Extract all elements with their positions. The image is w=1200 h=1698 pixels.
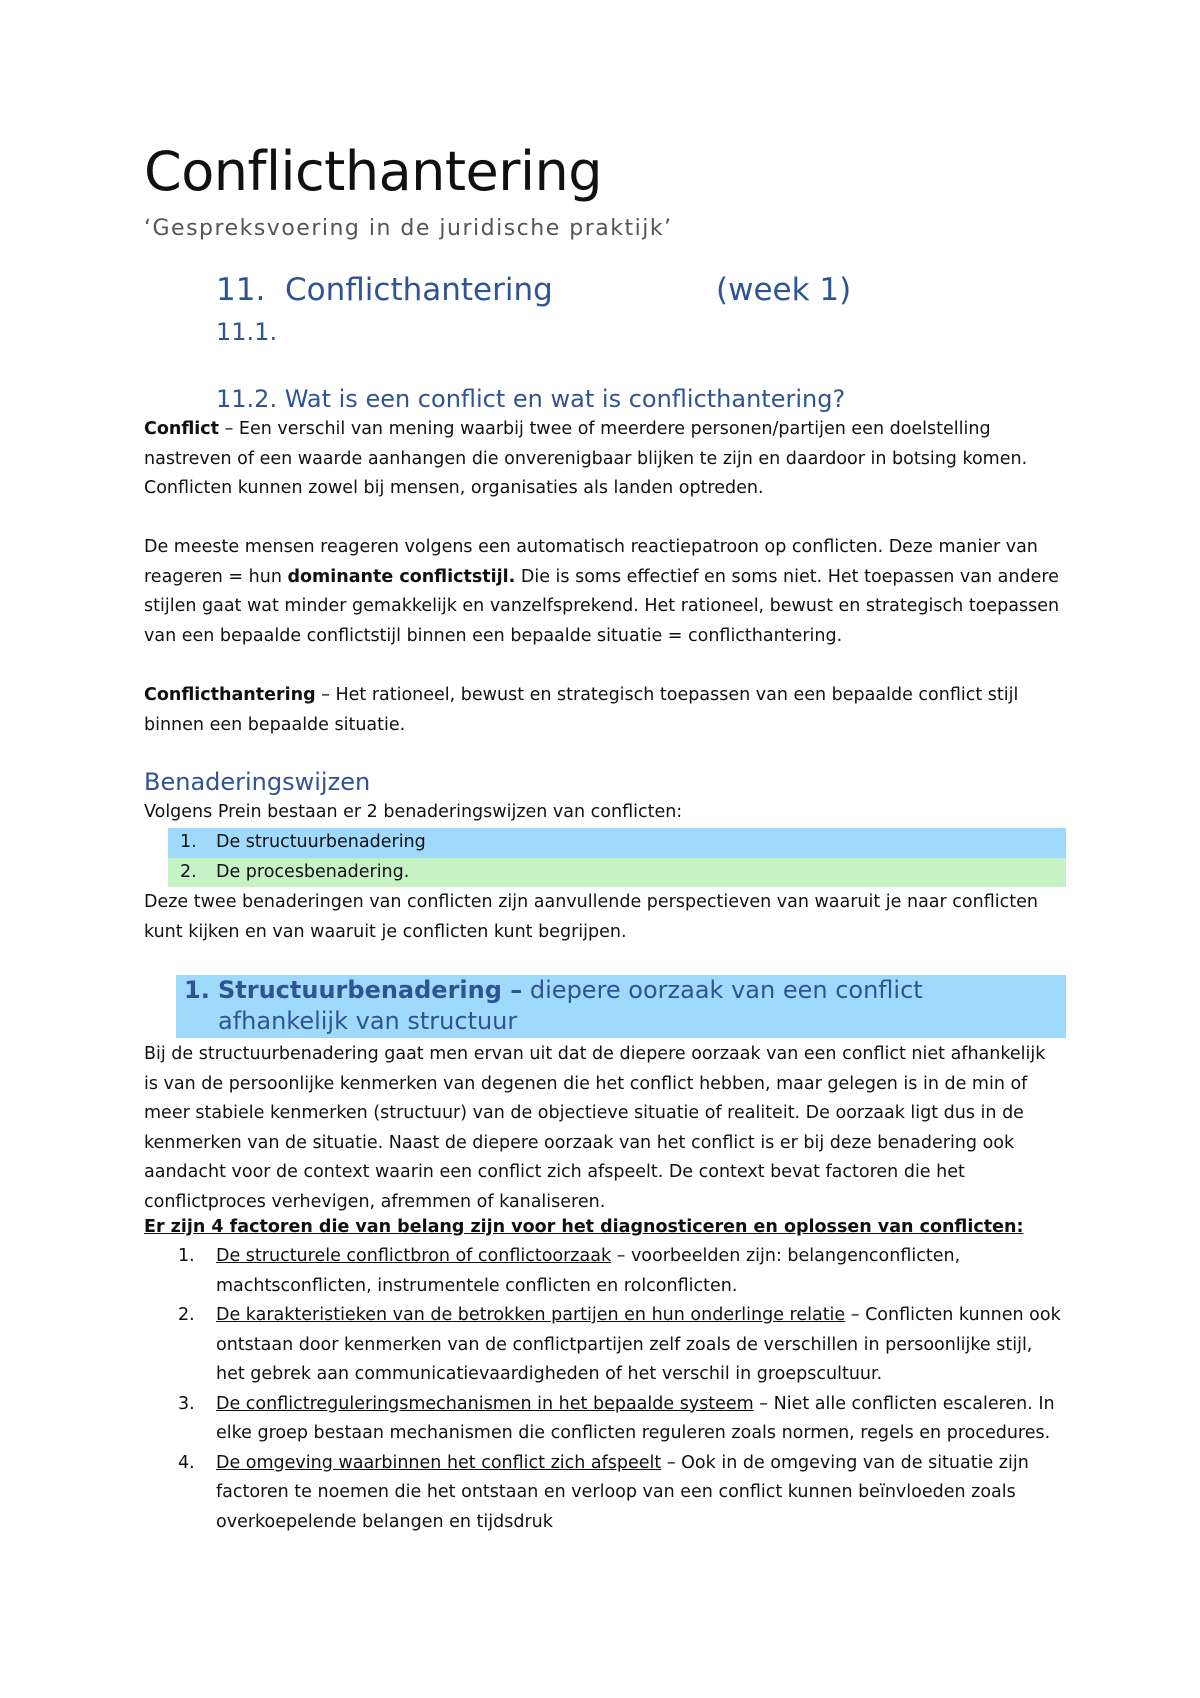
list-label: De structuurbenadering [216,832,426,852]
factor-title: De structurele conflictbron of conflictoorzaak [216,1246,612,1266]
paragraph-structure-approach: Bij de structuurbenadering gaat men ervan uit dat de diepere oorzaak van een conflict niet afhankelijk is van de persoonlijke kenmerken van degenen die het conflict hebben, maar gelegen is in de min of meer stabiele kenmerken (structuur) van de objectieve situatie of realiteit. De oorzaak ligt dus in de kenmerken van de situatie. Naast de diepere oorzaak van het conflict is er bij deze benadering ook aandacht voor de context waarin een conflict zich afspeelt. De context bevat factoren die het conflictproces verhevigen, afremmen of kanaliseren. [144,1044,1046,1212]
list-item-structure [168,828,1066,858]
factor-text: – Ook in de omgeving van de situatie zijn factoren te noemen die het ontstaan en verloop van een conflict kunnen beïnvloeden zoals overkoepelende belangen en tijdsdruk [216,1452,1029,1532]
definition-conflicthantering: – Het rationeel, bewust en strategisch toepassen van een bepaalde conflict stijl binnen een bepaalde situatie. [144,685,1019,735]
heading-benaderingswijzen: Benaderingswijzen [144,768,371,796]
list-item-factor [144,1301,1064,1390]
heading-chapter [216,270,852,310]
list-number: 1. [180,832,197,852]
list-item-process [168,858,1066,888]
term-conflicthantering: Conflicthantering [144,685,316,705]
factor-title: De omgeving waarbinnen het conflict zich afspeelt [216,1452,662,1473]
text-segment: Die is soms effectief en soms niet. Het toepassen van andere stijlen gaat wat minder gemakkelijk en vanzelfsprekend. Het rationeel, bewust en strategisch toepassen van een bepaalde conflictstijl binnen een bepaalde situatie = conflicthantering. [144,566,1060,646]
factor-title: De karakteristieken van de betrokken partijen en hun onderlinge relatie [216,1305,846,1325]
paragraph-prein: Volgens Prein bestaan er 2 benaderingswijzen van conflicten: [144,802,683,822]
section-structure-heading [176,975,1066,1038]
list-item-factor [144,1449,1064,1538]
factors-list [144,1242,1064,1537]
document-title: Conflicthantering [144,140,602,203]
list-item-factor [144,1242,1064,1301]
list-label: De procesbenadering. [216,861,410,882]
definition-conflict: – Een verschil van mening waarbij twee of meerdere personen/partijen een doelstelling nastreven of een waarde aanhangen die onverenigbaar blijken te zijn en daardoor in botsing komen. Conflicten kunnen zowel bij mensen, organisaties als landen optreden. [144,419,1028,498]
term-conflict: Conflict [144,419,220,439]
factor-text: – Niet alle conflicten escaleren. In elke groep bestaan mechanismen die conflicten reguleren zoals normen, regels en procedures. [216,1393,1055,1443]
list-number: 3. [178,1393,195,1414]
document-subtitle: ‘Gespreksvoering in de juridische praktijk’ [144,216,673,241]
heading-section-empty: 11.1. [216,318,278,346]
paragraph-perspectives: Deze twee benaderingen van conflicten zijn aanvullende perspectieven van waaruit je naar conflicten kunt kijken en van waaruit je conflicten kunt begrijpen. [144,892,1038,942]
section-title [218,975,1058,1037]
list-number: 2. [178,1305,195,1325]
section-number: 1. [184,976,210,1004]
factor-text: – Conflicten kunnen ook ontstaan door kenmerken van de conflictpartijen zelf zoals de verschillen in persoonlijke stijl, het gebrek aan communicatievaardigheden of het verschil in groepscultuur. [216,1305,1061,1384]
section-title-rest: diepere oorzaak van een conflict afhankelijk van structuur [218,976,923,1035]
factor-title: De conflictreguleringsmechanismen in het bepaalde systeem [216,1393,754,1414]
list-number: 1. [178,1246,195,1266]
term-dominant-style: dominante conflictstijl. [287,566,516,587]
approaches-list [168,828,1066,887]
list-number: 2. [180,861,197,882]
heading-section-question: 11.2. Wat is een conflict en wat is conflicthantering? [216,385,846,413]
text-segment: De meeste mensen reageren volgens een automatisch reactiepatroon op conflicten. Deze manier van reageren = hun [144,537,1038,587]
heading-chapter-text: 11. Conflicthantering [216,272,553,308]
factor-text: – voorbeelden zijn: belangenconflicten, machtsconflicten, instrumentele conflicten en rolconflicten. [216,1246,961,1296]
list-number: 4. [178,1452,195,1473]
section-title-bold: Structuurbenadering – [218,976,523,1004]
paragraph-conflicthantering-definition [144,681,1064,740]
paragraph-conflict-definition [144,415,1064,504]
list-item-factor [144,1390,1064,1449]
heading-week: (week 1) [716,272,852,308]
factors-intro: Er zijn 4 factoren die van belang zijn voor het diagnosticeren en oplossen van conflicten: [144,1217,1024,1237]
paragraph-conflict-style [144,533,1064,651]
